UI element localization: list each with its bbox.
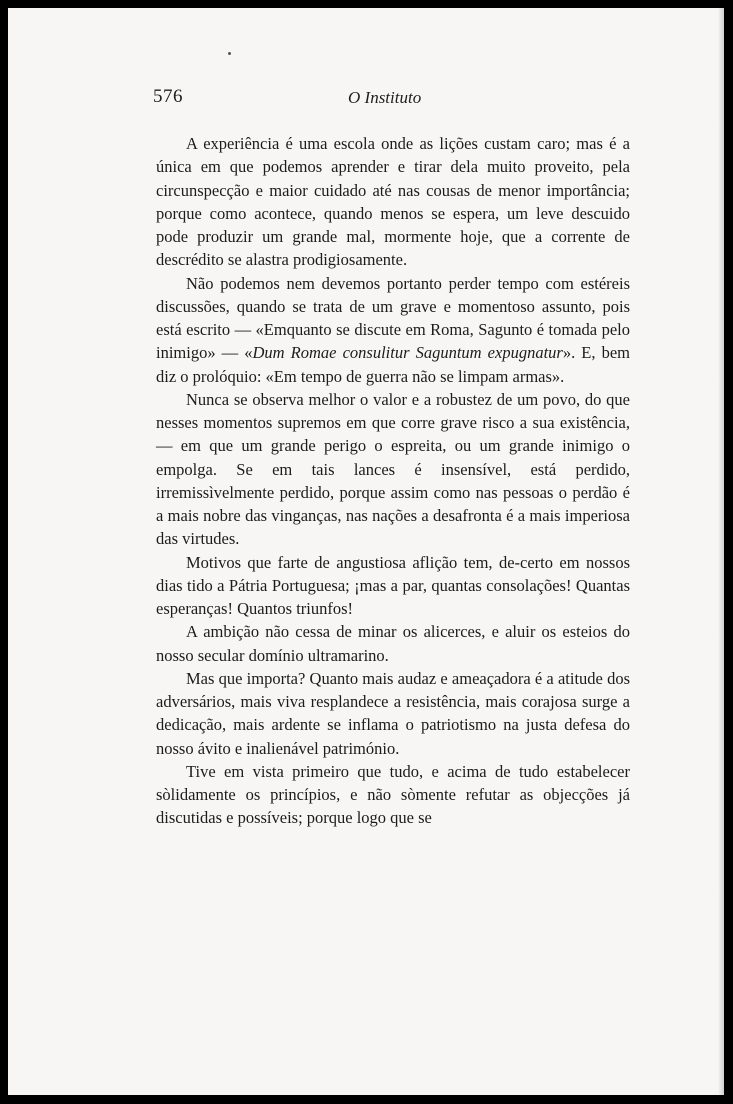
paragraph-motivos: Motivos que farte de angustiosa aflição tem, de-certo em nossos dias tido a Pátria Portuguesa; ¡mas a par, quantas consolações! Quantas esperanças! Quantos triunfos! — [156, 552, 630, 618]
paragraph-ambicao: A ambição não cessa de minar os alicerces, e aluir os esteios do nosso secular domínio ultramarino. — [156, 622, 630, 665]
paragraph-sagunto-text-after: ». E, bem diz o prolóquio: «Em tempo de guerra não se limpam armas». — [156, 343, 630, 386]
paragraph-importa: Mas que importa? Quanto mais audaz e ameaçadora é a atitude dos adversários, mais viva resplandece a resistência, mais corajosa surge a dedicação, mais ardente se inflama o patriotismo na justa defesa do nosso ávito e inalienável património. — [156, 668, 630, 758]
page-edge-shadow — [718, 8, 724, 1095]
running-head — [153, 84, 623, 114]
page-number: 576 — [153, 86, 183, 107]
journal-title: O Instituto — [348, 88, 422, 107]
print-speck — [228, 52, 231, 55]
paragraph-povo: Nunca se observa melhor o valor e a robustez de um povo, do que nesses momentos supremos em que corre grave risco a sua existência, — em que um grande perigo o espreita, ou um grande inimigo o empolga. Se em tais lances é insensível, está perdido, irremissìvelmente perdido, porque assim como nas pessoas o perdão é a mais nobre das vinganças, nas nações a desafronta é a mais imperiosa das virtudes. — [156, 389, 630, 549]
body-text — [156, 132, 630, 830]
paragraph-experiencia: A experiência é uma escola onde as lições custam caro; mas é a única em que podemos aprender e tirar dela muito proveito, pela circunspecção e maior cuidado até nas cousas de menor importância; porque como acontece, quando menos se espera, um leve descuido pode produzir um grande mal, mormente hoje, que a corrente de descrédito se alastra prodigiosamente. — [156, 134, 630, 270]
latin-quote: Dum Romae consulitur Saguntum expugnatur — [252, 343, 563, 363]
paragraph-sagunto — [156, 272, 630, 388]
paragraph-sagunto-text-before: Não podemos nem devemos portanto perder tempo com estéreis discussões, quando se trata de um grave e momentoso assunto, pois está escrito — «Emquanto se discute em Roma, Sagunto é tomada pelo inimigo» — « — [156, 273, 630, 363]
paragraph-tive-em-vista: Tive em vista primeiro que tudo, e acima de tudo estabelecer sòlidamente os princípios, e não sòmente refutar as objecções já discutidas e possíveis; porque logo que se — [156, 761, 630, 828]
book-page — [8, 8, 724, 1095]
